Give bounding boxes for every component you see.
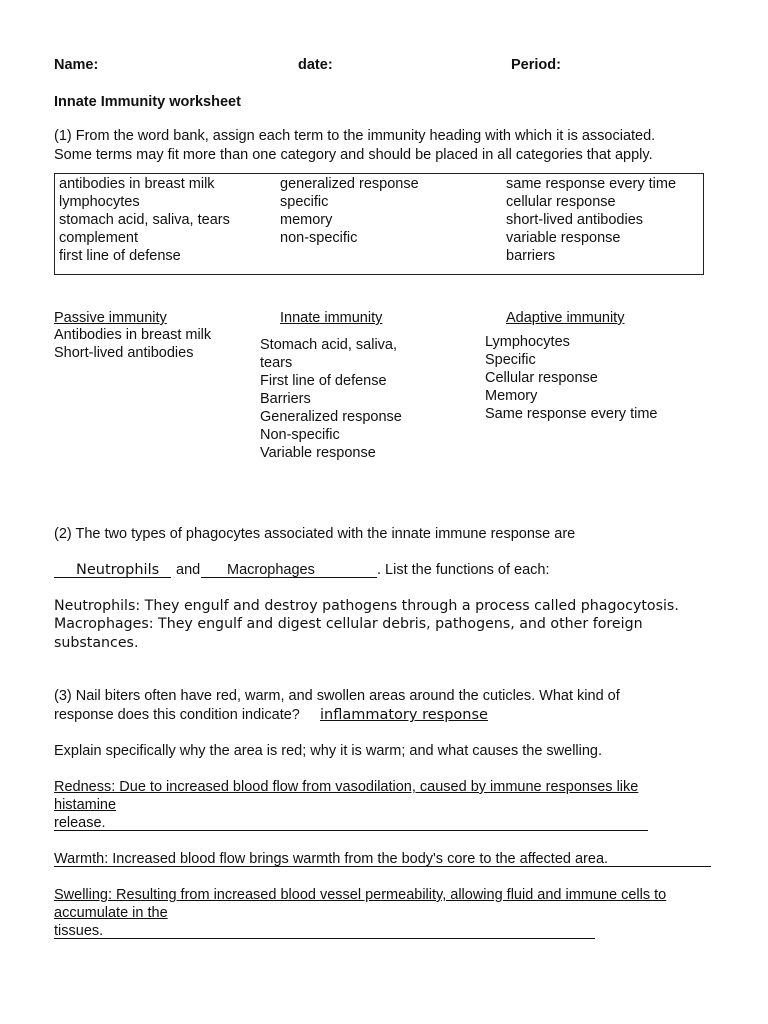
q3-line1: (3) Nail biters often have red, warm, and swollen areas around the cuticles. What kind of	[54, 688, 620, 704]
q2-function-macrophages: Macrophages: They engulf and digest cellular debris, pathogens, and other foreign	[54, 616, 643, 632]
word-bank	[54, 173, 704, 275]
list-item: Variable response	[260, 445, 376, 461]
word-bank-term: first line of defense	[59, 248, 181, 264]
list-item: First line of defense	[260, 373, 387, 389]
redness-answer-line3: release.	[54, 815, 106, 831]
date-label: date:	[298, 57, 333, 73]
warmth-underline	[54, 866, 711, 867]
word-bank-term: complement	[59, 230, 138, 246]
list-item: Specific	[485, 352, 536, 368]
q2-answer-neutrophils: Neutrophils	[76, 562, 160, 578]
list-item: Non-specific	[260, 427, 340, 443]
word-bank-term: generalized response	[280, 176, 419, 192]
passive-immunity-list	[54, 326, 211, 362]
innate-immunity-heading: Innate immunity	[280, 310, 383, 326]
word-bank-term: variable response	[506, 230, 621, 246]
q2-answer-macrophages: Macrophages	[227, 562, 315, 578]
swelling-answer-line2: accumulate in the	[54, 905, 168, 921]
swelling-underline	[54, 938, 595, 939]
redness-underline	[54, 830, 648, 831]
word-bank-term: same response every time	[506, 176, 677, 192]
word-bank-term: cellular response	[506, 194, 616, 210]
q3-line2: response does this condition indicate?	[54, 707, 300, 723]
list-item: Memory	[485, 388, 538, 404]
redness-answer-line1: Redness: Due to increased blood flow from vasodilation, caused by immune responses like	[54, 779, 639, 795]
q2-and-word: and	[176, 562, 201, 578]
q1-line1: (1) From the word bank, assign each term to the immunity heading with which it is associated.	[54, 128, 656, 144]
word-bank-term: antibodies in breast milk	[59, 176, 215, 192]
word-bank-term: stomach acid, saliva, tears	[59, 212, 230, 228]
q3-answer: inflammatory response	[320, 707, 488, 723]
list-item: Lymphocytes	[485, 334, 570, 350]
adaptive-immunity-list	[485, 333, 657, 423]
q2-tail: . List the functions of each:	[377, 562, 550, 578]
list-item: Stomach acid, saliva,	[260, 337, 398, 353]
list-item: Cellular response	[485, 370, 598, 386]
warmth-answer: Warmth: Increased blood flow brings warmth from the body's core to the affected area.	[54, 851, 609, 867]
worksheet-title: Innate Immunity worksheet	[54, 94, 241, 110]
q2-function-neutrophils: Neutrophils: They engulf and destroy pathogens through a process called phagocytosis.	[54, 598, 679, 614]
swelling-answer-line1: Swelling: Resulting from increased blood vessel permeability, allowing fluid and immune cells to	[54, 887, 667, 903]
list-item: Short-lived antibodies	[54, 345, 194, 361]
q1-line2: Some terms may fit more than one category and should be placed in all categories that apply.	[54, 147, 653, 163]
word-bank-column-1	[59, 175, 230, 265]
word-bank-column-3	[506, 175, 676, 265]
list-item: Generalized response	[260, 409, 402, 425]
list-item: Barriers	[260, 391, 311, 407]
word-bank-column-2	[280, 175, 419, 247]
word-bank-term: specific	[280, 194, 329, 210]
word-bank-term: lymphocytes	[59, 194, 140, 210]
list-item: Antibodies in breast milk	[54, 327, 212, 343]
word-bank-term: barriers	[506, 248, 556, 264]
period-label: Period:	[511, 57, 561, 73]
q2-function-continued: substances.	[54, 635, 139, 651]
adaptive-immunity-heading: Adaptive immunity	[506, 310, 625, 326]
word-bank-term: short-lived antibodies	[506, 212, 644, 228]
swelling-answer-line3: tissues.	[54, 923, 104, 939]
innate-immunity-list	[260, 336, 402, 462]
word-bank-term: memory	[280, 212, 333, 228]
list-item: tears	[260, 355, 293, 371]
passive-immunity-heading: Passive immunity	[54, 310, 167, 326]
redness-answer-line2: histamine	[54, 797, 117, 813]
q2-prompt: (2) The two types of phagocytes associated with the innate immune response are	[54, 526, 576, 542]
word-bank-term: non-specific	[280, 230, 358, 246]
q3-explain-prompt: Explain specifically why the area is red; why it is warm; and what causes the swelling.	[54, 743, 603, 759]
name-label: Name:	[54, 57, 99, 73]
list-item: Same response every time	[485, 406, 658, 422]
